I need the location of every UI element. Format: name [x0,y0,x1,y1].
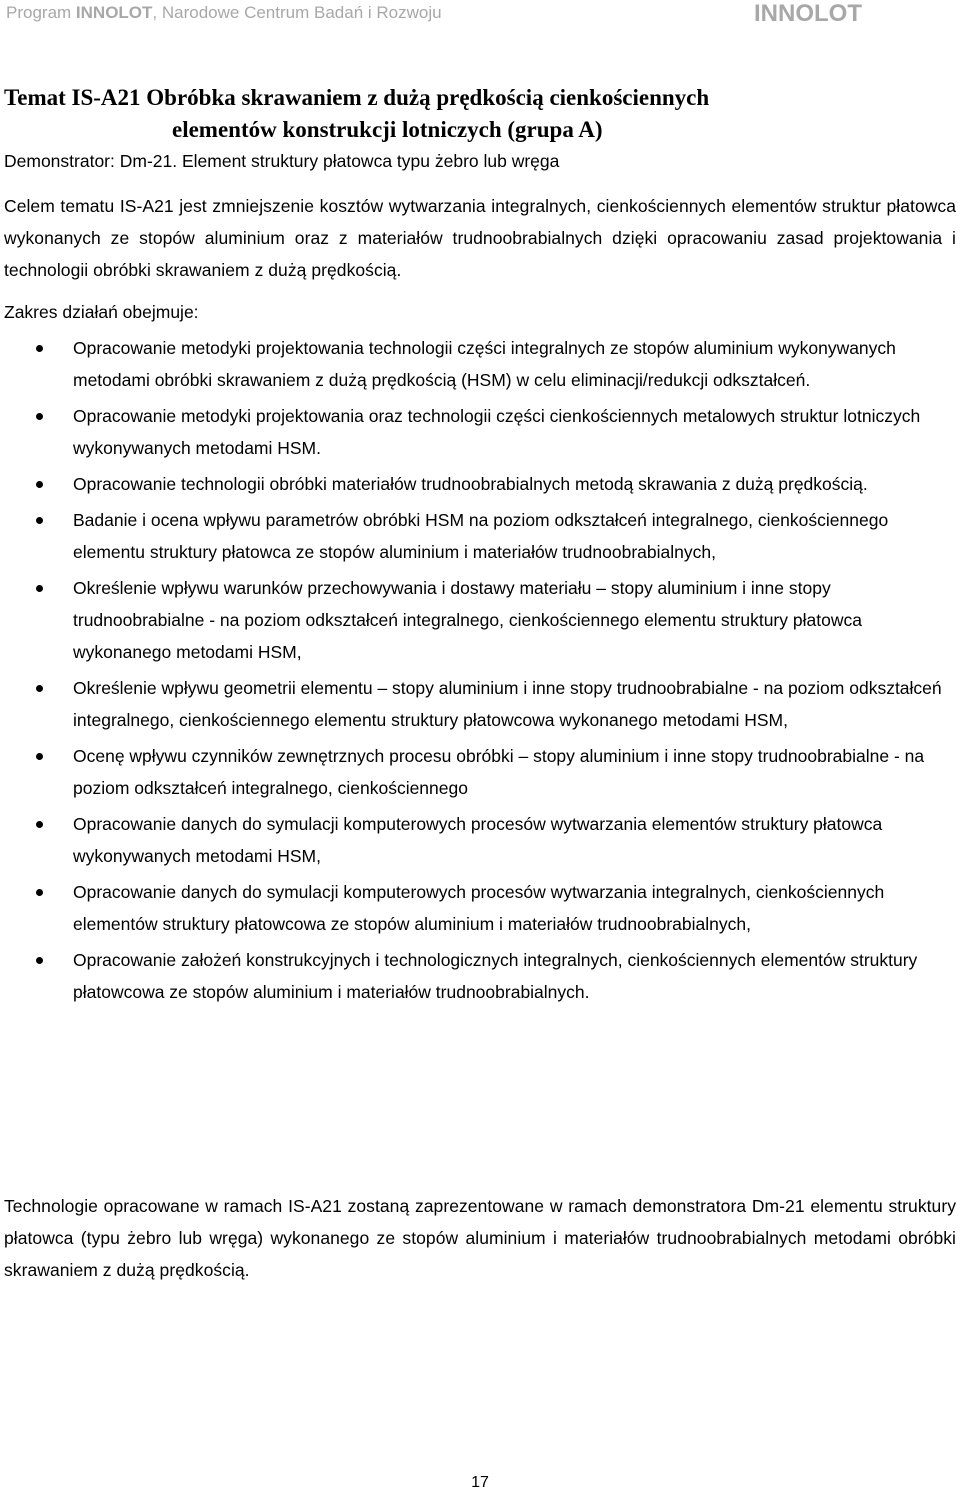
list-item-text: Określenie wpływu warunków przechowywania i dostawy materiału – stopy aluminium i inne stopy trudnoobrabialne - na poziom odkształceń integralnego, cienkościennego elementu struktury płatowca wykonanego metodami HSM, [73,578,862,662]
list-item [0,672,960,736]
intro-paragraph: Celem tematu IS-A21 jest zmniejszenie kosztów wytwarzania integralnych, cienkościennych elementów struktur płatowca wykonanych ze stopów aluminium oraz z materiałów trudnoobrabialnych dzięki opracowaniu zasad projektowania i technologii obróbki skrawaniem z dużą prędkością. [4,196,956,280]
list-item-text: Opracowanie danych do symulacji komputerowych procesów wytwarzania elementów struktury płatowca wykonywanych metodami HSM, [73,814,883,866]
list-item [0,876,960,940]
list-item [0,400,960,464]
list-item-text: Ocenę wpływu czynników zewnętrznych procesu obróbki – stopy aluminium i inne stopy trudnoobrabialne - na poziom odkształceń integralnego, cienkościennego [73,746,925,798]
list-item-text: Opracowanie technologii obróbki materiałów trudnoobrabialnych metodą skrawania z dużą prędkością. [73,474,868,494]
bullet-icon [36,821,43,828]
list-item-text: Opracowanie metodyki projektowania technologii części integralnych ze stopów aluminium wykonywanych metodami obróbki skrawaniem z dużą prędkością (HSM) w celu eliminacji/redukcji odkształceń. [73,338,896,390]
topic-title-line-1: Temat IS-A21 Obróbka skrawaniem z dużą prędkością cienkościennych [4,85,710,110]
topic-title-line-2: elementów konstrukcji lotniczych (grupa A) [172,117,603,142]
bullet-icon [36,413,43,420]
bullet-icon [36,585,43,592]
list-item-text: Określenie wpływu geometrii elementu – stopy aluminium i inne stopy trudnoobrabialne - na poziom odkształceń integralnego, cienkościennego elementu struktury płatowcowa wykonanego metodami HSM, [73,678,942,730]
bullet-icon [36,889,43,896]
topic-title [4,82,944,146]
list-item [0,332,960,396]
closing-paragraph: Technologie opracowane w ramach IS-A21 zostaną zaprezentowane w ramach demonstratora Dm-21 elementu struktury płatowca (typu żebro lub wręga) wykonanego ze stopów aluminium i materiałów trudnoobrabialnych metodami obróbki skrawaniem z dużą prędkością. [4,1196,956,1280]
bullet-icon [36,753,43,760]
page-header [0,0,960,28]
header-suffix: , Narodowe Centrum Badań i Rozwoju [152,3,442,22]
list-item [0,504,960,568]
scope-list [0,332,960,1012]
list-item [0,944,960,1008]
bullet-icon [36,957,43,964]
demonstrator-line: Demonstrator: Dm-21. Element struktury płatowca typu żebro lub wręga [4,151,560,171]
list-item [0,740,960,804]
bullet-icon [36,345,43,352]
list-item-text: Opracowanie metodyki projektowania oraz technologii części cienkościennych metalowych struktur lotniczych wykonywanych metodami HSM. [73,406,921,458]
bullet-icon [36,685,43,692]
bullet-icon [36,481,43,488]
header-program-name: INNOLOT [75,3,153,22]
list-item-text: Opracowanie założeń konstrukcyjnych i technologicznych integralnych, cienkościennych elementów struktury płatowcowa ze stopów aluminium i materiałów trudnoobrabialnych. [73,950,918,1002]
list-item [0,468,960,500]
page-number: 17 [471,1474,489,1491]
header-prefix: Program [6,3,76,22]
header-program-text [6,3,442,23]
list-item [0,572,960,668]
bullet-icon [36,517,43,524]
list-item [0,808,960,872]
list-item-text: Opracowanie danych do symulacji komputerowych procesów wytwarzania integralnych, cienkościennych elementów struktury płatowcowa ze stopów aluminium i materiałów trudnoobrabialnych, [73,882,885,934]
scope-heading: Zakres działań obejmuje: [4,302,199,322]
header-logo-text: INNOLOT [754,0,862,27]
list-item-text: Badanie i ocena wpływu parametrów obróbki HSM na poziom odkształceń integralnego, cienkościennego elementu struktury płatowca ze stopów aluminium i materiałów trudnoobrabialnych, [73,510,889,562]
